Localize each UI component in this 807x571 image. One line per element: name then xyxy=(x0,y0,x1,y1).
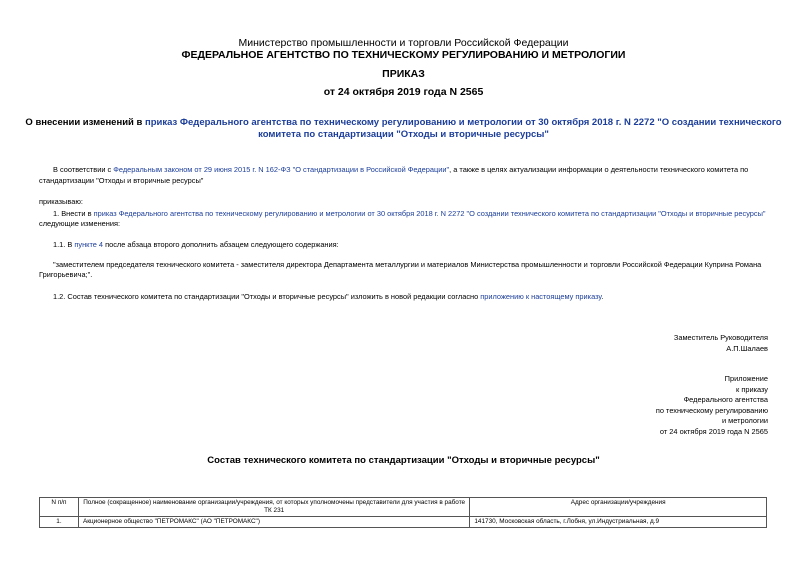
title-link-part1[interactable]: приказ Федерального агентства по техническому регулированию и метрологии от 30 октября 2018 г. N 2272 "О создании технического xyxy=(145,117,782,128)
item-1 xyxy=(53,209,766,219)
paragraph-basis-line2: стандартизации "Отходы и вторичные ресурсы" xyxy=(39,176,204,185)
appendix-line: от 24 октября 2019 года N 2565 xyxy=(659,426,768,436)
order-2272-link[interactable]: приказ Федерального агентства по техническому регулированию и метрологии от 30 октября 2018 г. N 2272 "О создании технического комитета по стандартизации "Отходы и вторичные ресурсы" xyxy=(93,209,766,218)
signer-position: Заместитель Руководителя xyxy=(673,333,768,342)
col-header-organization: Полное (сокращенное) наименование организации/учреждения, от которых уполномочены представители для участия в работе ТК 231 xyxy=(78,498,469,517)
document-type: ПРИКАЗ xyxy=(382,68,425,80)
p1-suffix: , а также в целях актуализации информации о деятельности технического комитета по xyxy=(449,165,749,174)
item12-suffix: . xyxy=(601,292,604,301)
item-1-1 xyxy=(53,240,339,250)
table-row xyxy=(40,517,767,528)
appendix-line: Федерального агентства xyxy=(683,395,768,404)
title-prefix: О внесении изменений в xyxy=(25,117,146,128)
composition-title: Состав технического комитета по стандартизации "Отходы и вторичные ресурсы" xyxy=(207,455,600,466)
agency-name: ФЕДЕРАЛЬНОЕ АГЕНТСТВО ПО ТЕХНИЧЕСКОМУ РЕГУЛИРОВАНИЮ И МЕТРОЛОГИИ xyxy=(181,49,626,61)
item-1-line2: следующие изменения: xyxy=(39,219,121,228)
appendix-header xyxy=(656,374,768,437)
col-header-number: N п/п xyxy=(40,498,79,517)
appendix-line: по техническому регулированию xyxy=(655,405,768,415)
item11-prefix: 1.1. В xyxy=(53,240,75,249)
quote-line1: "заместителем председателя технического комитета - заместителя директора Департамента металлургии и материалов Министерства промышленности и торговли Российской Федерации Куприна Романа xyxy=(53,260,762,269)
cell-number: 1. xyxy=(40,517,79,528)
paragraph-basis xyxy=(53,165,767,175)
order-word: приказываю: xyxy=(39,197,83,206)
appendix-line: и метрологии xyxy=(721,416,768,425)
p1-prefix: В соответствии с xyxy=(53,165,114,174)
title-link-part2[interactable]: комитета по стандартизации "Отходы и вторичные ресурсы" xyxy=(258,129,549,140)
item-1-2 xyxy=(53,292,603,302)
document-date-number: от 24 октября 2019 года N 2565 xyxy=(323,86,484,98)
col-header-address: Адрес организации/учреждения xyxy=(470,498,767,517)
appendix-line: Приложение xyxy=(724,374,768,383)
cell-address: 141730, Московская область, г.Лобня, ул.Индустриальная, д.9 xyxy=(470,517,767,528)
signature-block xyxy=(674,333,768,354)
item11-suffix: после абзаца второго дополнить абзацем следующего содержания: xyxy=(103,240,339,249)
cell-organization: Акционерное общество "ПЕТРОМАКС" (АО "ПЕТРОМАКС") xyxy=(78,517,469,528)
signer-name: А.П.Шалаев xyxy=(726,343,768,353)
members-table xyxy=(39,497,767,528)
item12-prefix: 1.2. Состав технического комитета по стандартизации "Отходы и вторичные ресурсы" изложить в новой редакции согласно xyxy=(53,292,481,301)
quote-line2: Григорьевича;". xyxy=(39,270,93,279)
federal-law-link[interactable]: Федеральным законом от 29 июня 2015 г. N 162-ФЗ "О стандартизации в Российской Федерации" xyxy=(113,165,450,174)
table-header-row xyxy=(40,498,767,517)
item1-prefix: 1. Внести в xyxy=(53,209,94,218)
point-4-link[interactable]: пункте 4 xyxy=(74,240,104,249)
ministry-name: Министерство промышленности и торговли Российской Федерации xyxy=(238,37,569,49)
appendix-link[interactable]: приложению к настоящему приказу xyxy=(480,292,602,301)
appendix-line: к приказу xyxy=(736,384,768,394)
